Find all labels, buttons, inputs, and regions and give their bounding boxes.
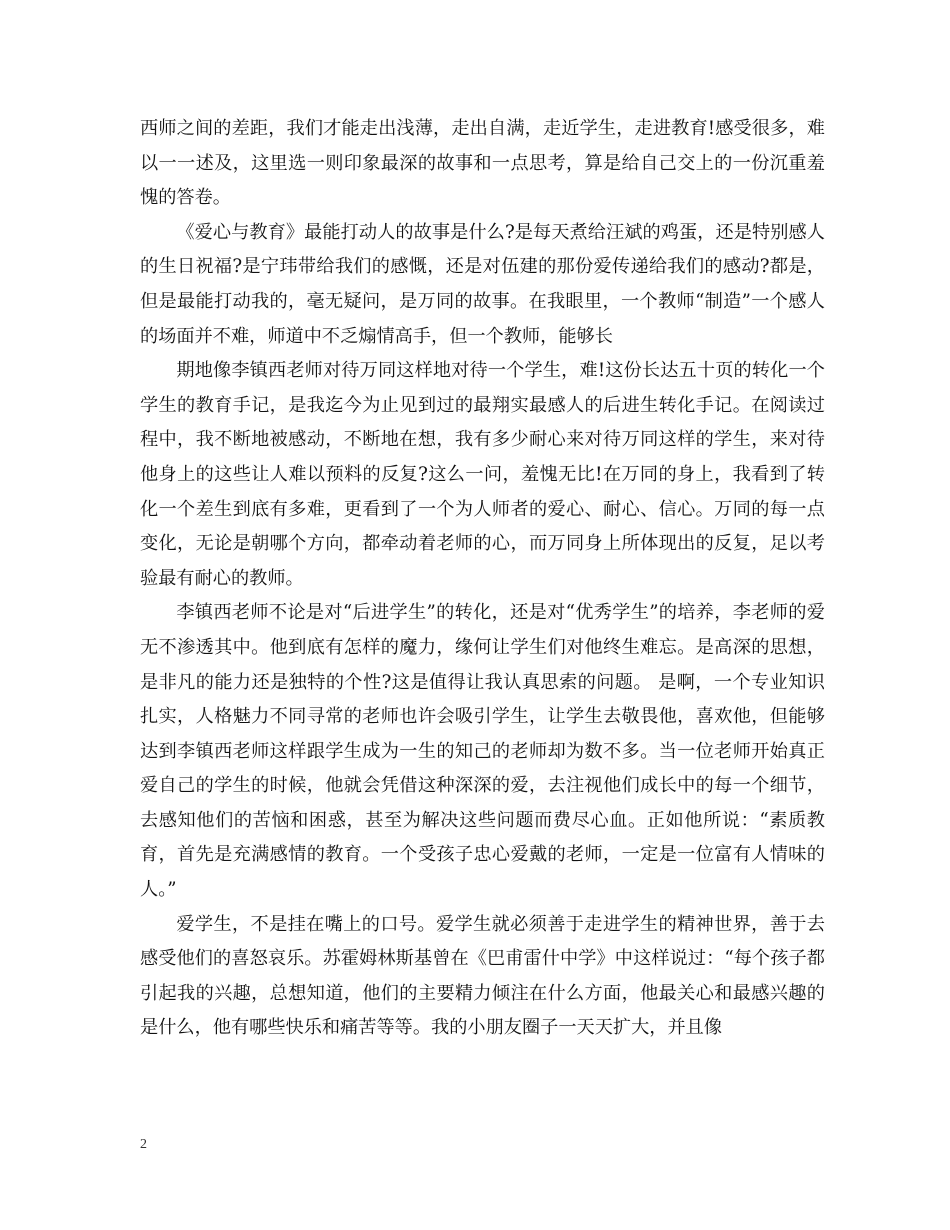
paragraph-4: 李镇西老师不论是对“后进学生”的转化，还是对“优秀学生”的培养，李老师的爱无不渗透其中。他到底有怎样的魔力，缘何让学生们对他终生难忘。是高深的思想，是非凡的能力还是独特的个性?这是值得让我认真思索的问题。 是啊，一个专业知识扎实，人格魅力不同寻常的老师也许会吸引学生，让学生去敬畏他，喜欢他，但能够达到李镇西老师这样跟学生成为一生的知己的老师却为数不多。当一位老师开始真正爱自己的学生的时候，他就会凭借这种深深的爱，去注视他们成长中的每一个细节，去感知他们的苦恼和困惑，甚至为解决这些问题而费尽心血。正如他所说：“素质教育，首先是充满感情的教育。一个受孩子忠心爱戴的老师，一定是一位富有人情味的人。” [140,602,825,901]
document-body [140,112,825,1046]
paragraph-2: 《爱心与教育》最能打动人的故事是什么?是每天煮给汪斌的鸡蛋，还是特别感人的生日祝福?是宁玮带给我们的感慨，还是对伍建的那份爱传递给我们的感动?都是，但是最能打动我的，毫无疑问，是万同的故事。在我眼里，一个教师“制造”一个感人的场面并不难，师道中不乏煽情高手，但一个教师，能够长 [140,221,825,347]
page-number: 2 [140,1137,147,1152]
paragraph-5: 爱学生，不是挂在嘴上的口号。爱学生就必须善于走进学生的精神世界，善于去感受他们的喜怒哀乐。苏霍姆林斯基曾在《巴甫雷什中学》中这样说过：“每个孩子都引起我的兴趣，总想知道，他们的主要精力倾注在什么方面，他最关心和最感兴趣的是什么，他有哪些快乐和痛苦等等。我的小朋友圈子一天天扩大，并且像 [140,913,825,1039]
paragraph-1: 西师之间的差距，我们才能走出浅薄，走出自满，走近学生，走进教育!感受很多，难以一一述及，这里选一则印象最深的故事和一点思考，算是给自己交上的一份沉重羞愧的答卷。 [140,118,825,209]
paragraph-3: 期地像李镇西老师对待万同这样地对待一个学生，难!这份长达五十页的转化一个学生的教育手记，是我迄今为止见到过的最翔实最感人的后进生转化手记。在阅读过程中，我不断地被感动，不断地在想，我有多少耐心来对待万同这样的学生，来对待他身上的这些让人难以预料的反复?这么一问，羞愧无比!在万同的身上，我看到了转化一个差生到底有多难，更看到了一个为人师者的爱心、耐心、信心。万同的每一点变化，无论是朝哪个方向，都牵动着老师的心，而万同身上所体现出的反复，足以考验最有耐心的教师。 [140,360,825,589]
